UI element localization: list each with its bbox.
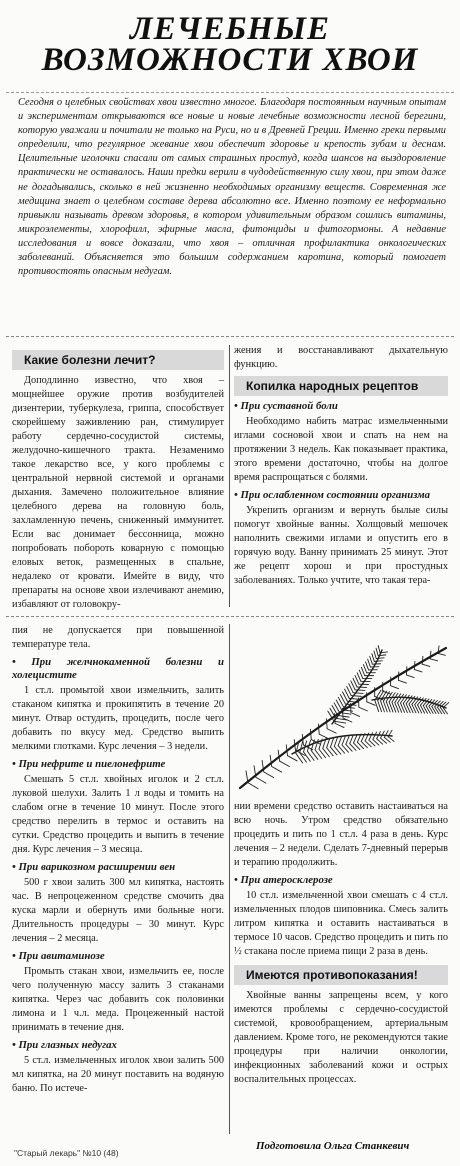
pine-needle <box>294 740 295 751</box>
column-right-top <box>234 344 448 588</box>
pine-needle <box>398 680 406 683</box>
varicose-text: 500 г хвои залить 300 мл кипятка, настоять час. В непроцеженном средстве смочить два куска марли и обернуть ими больные ноги. Длительность процедуры – 30 минут. Курс лечения – 2 месяца. <box>12 877 224 944</box>
pine-needle <box>400 695 406 703</box>
pine-needle <box>280 761 290 766</box>
subheading-nephritis: • При нефрите и пиелонефрите <box>12 758 224 771</box>
avitaminosis-text: Промыть стакан хвои, измельчить ее, после чего полученную массу залить 3 стаканами кипятка. Через час добавить сок половинки лимона и 1 ч.л. меда. Процеженный настой принимать в течение дня. <box>12 966 224 1033</box>
diseases-continuation: жения и восстанавливают дыхательную функцию. <box>234 345 448 370</box>
pine-needle <box>381 691 387 701</box>
pine-needle <box>376 658 384 659</box>
pine-needle <box>391 686 399 689</box>
subheading-atherosclerosis: • При атеросклерозе <box>234 874 448 887</box>
pine-branch-illustration <box>232 636 454 796</box>
pine-needle <box>311 740 314 751</box>
diseases-text: Доподлинно известно, что хвоя – мощнейшее оружие против возбудителей дизентерии, туберкулеза, гриппа, способствует скорейшему заживлению ран, стимулирует работу сердечно-сосудистой системы, желудочно-кишечного тракта. Незаменимо такое лекарство все, у кого проблемы с центральной нервной системой и органами дыхания. Замечено положительное влияние целебного дерева на головную боль, захламленную печень, сниженный иммунитет. Если вас донимает бессонница, можно попробовать побороть коварную с помощью еловых веток, размещенных в спальне, недалеко от кровати. Имейте в виду, что препараты на основе хвои излечивают анемию, избавляют от головокру- <box>12 375 224 610</box>
pine-needle <box>355 690 365 691</box>
column-right-bottom <box>234 800 448 1087</box>
pine-needle <box>272 766 282 772</box>
pine-needle <box>357 673 361 682</box>
author-credit: Подготовила Ольга Станкевич <box>256 1140 410 1152</box>
pine-needle <box>248 783 258 789</box>
gallstone-text: 1 ст.л. промытой хвои измельчить, залить стаканом кипятка и прокипятить в течение 20 минут. Отвар остудить, процедить, после чего добавить по вкусу мед. Средство выпить мелкими глотками. Курс лечения – 3 недели. <box>12 685 224 752</box>
pine-needle <box>373 732 377 739</box>
lead-paragraph: Сегодня о целебных свойствах хвои известно многое. Благодаря постоянным научным опытам и экспериментам открываются все новые и новые лечебные возможности лесной берегини, которую уважали и почитали не только на Руси, но и в Древней Греции. Именно греки первыми определили, что регулярное жевание хвои обеспечит здоровье и крепость зубам и деснам. Целительные иголочки спасали от самых страшных простуд, когда шансов на выздоровление практически не оставалось. Наши предки верили в чудодейственную силу хвои, при этом даже не догадывались, сколько в ней жизненно необходимых организму веществ. Современная же медицина знает о целебном составе дерева абсолютно все. Именно поэтому ее неформально привыкли называть древом здоровья, в котором удивительным образом сошлись витамины, микроэлементы, хлорофилл, эфирные масла, фитонциды и фитогормоны. А недавние исследования и вовсе доказали, что хвоя – отличная профилактика онкологических заболеваний. Объясняется это большим содержанием каротина, который помогает противостоять опасным недугам. <box>18 97 446 278</box>
pine-needle <box>372 654 374 662</box>
pine-needle <box>367 702 375 705</box>
pine-needle <box>340 713 351 715</box>
pine-needle <box>327 729 336 733</box>
therapy-continuation: пия не допускается при повышенной температуре тела. <box>12 625 224 650</box>
pine-needle <box>354 735 358 743</box>
subheading-eyes: • При глазных недугах <box>12 1039 224 1052</box>
subheading-varicose: • При варикозном расширении вен <box>12 861 224 874</box>
pine-needle <box>414 670 422 672</box>
middle-divider <box>6 616 454 617</box>
pine-needle <box>422 664 430 666</box>
pine-needle <box>318 724 319 734</box>
subheading-weak-body: • При ослабленном состоянии организма <box>234 489 448 502</box>
pine-needle <box>288 756 298 761</box>
pine-needle <box>374 651 376 659</box>
lead-bottom-divider <box>6 336 454 337</box>
column-left-top <box>12 350 224 612</box>
pine-needle <box>346 736 349 745</box>
pine-needle <box>384 731 388 738</box>
subheading-gallstone: • При желчнокаменной болезни и холецистите <box>12 656 224 682</box>
pine-needle <box>366 662 369 670</box>
section-heading-contraindications: Имеются противопоказания! <box>234 965 448 985</box>
pine-needle <box>422 656 423 664</box>
pine-needle <box>334 737 337 746</box>
pine-needle <box>395 694 401 703</box>
title-line-1: ЛЕЧЕБНЫЕ <box>130 11 330 47</box>
pine-needle <box>359 707 368 711</box>
joint-pain-text: Необходимо набить матрас измельченными иглами сосновой хвои и спать на нем на протяжении 3 недель. Как показывает практика, этого времени достаточно, чтобы на долгое время распрощаться с болями. <box>234 416 448 483</box>
section-heading-recipes: Копилка народных рецептов <box>234 376 448 396</box>
pine-needle <box>376 648 378 655</box>
column-divider-bottom <box>229 624 230 1134</box>
pine-needle <box>378 646 380 653</box>
pine-needle <box>370 656 373 664</box>
pine-needle <box>256 777 266 783</box>
pine-needle <box>438 653 445 655</box>
pine-needle <box>310 729 311 739</box>
pine-needle <box>398 694 404 703</box>
pine-needle <box>361 667 364 675</box>
title-line-2: ВОЗМОЖНОСТИ ХВОИ <box>41 42 419 78</box>
pine-needle <box>300 741 303 752</box>
pine-needle <box>338 736 341 745</box>
column-divider-top <box>229 345 230 607</box>
pine-needle <box>350 735 354 744</box>
magazine-issue: "Старый лекарь" №10 (48) <box>14 1148 119 1158</box>
subheading-avitaminosis: • При авитаминозе <box>12 950 224 963</box>
pine-needle <box>342 736 345 745</box>
pine-needle <box>388 737 394 742</box>
pine-needle <box>430 659 437 661</box>
pine-needle <box>403 695 409 703</box>
nephritis-text: Смешать 5 ст.л. хвойных иголок и 2 ст.л. луковой шелухи. Залить 1 л воды и томить на слабом огне в течение 10 минут. После этого средство перелить в термос и оставить на сутки. Средство процедить и выпить в течение дня. Курс лечения – 3 месяца. <box>12 774 224 855</box>
subheading-joint-pain: • При суставной боли <box>234 400 448 413</box>
pine-needle <box>406 675 414 678</box>
section-heading-diseases: Какие болезни лечит? <box>12 350 224 370</box>
pine-needle <box>355 676 359 685</box>
pine-needle <box>369 733 373 741</box>
pine-needle <box>414 661 415 669</box>
pine-needle <box>319 734 328 739</box>
contraindications-text: Хвойные ванны запрещены всем, у кого имеются проблемы с сердечно-сосудистой системой, кровообращением, артериальным давлением. Кроме того, не рекомендуются такие процедуры при наличии онкологии, инфекционных заболеваний кожи и острых воспалительных процессах. <box>234 990 448 1085</box>
pine-needle <box>351 713 360 717</box>
pine-needle <box>315 739 318 749</box>
column-left-bottom <box>12 624 224 1096</box>
pine-needle <box>338 715 349 717</box>
eyes-text: 5 ст.л. измельченных иголок хвои залить 500 мл кипятка, на 20 минут поставить на водяную баню. По истече- <box>12 1055 224 1094</box>
pine-needle <box>383 692 389 702</box>
pine-needle <box>363 665 366 673</box>
lead-top-divider <box>6 92 454 93</box>
atherosclerosis-text: 10 ст.л. измельченной хвои смешать с 4 ст.л. измельченных плодов шиповника. Смесь залить литром кипятка и оставить настаиваться в термосе 10 часов. Средство процедить и пить по ½ стакана после приема пищи 2 раза в день. <box>234 890 448 957</box>
pine-needle <box>368 659 371 667</box>
eyes-continuation: нии времени средство оставить настаиваться на всю ночь. Утром средство обязательно процедить и пить по 1 ст.л. 4 раза в день. Курс лечения – 2 недели. Сделать 7-дневный перерыв и терапию продолжить. <box>234 801 448 868</box>
pine-needle <box>334 721 346 723</box>
pine-needle <box>374 661 382 662</box>
pine-needle <box>335 723 344 727</box>
article-title <box>0 11 460 78</box>
weak-body-text: Укрепить организм и вернуть былые силы помогут хвойные ванны. Холщовый мешочек наполнить свежими иглами и опустить его в горячую воду. Ванну принимать 25 минут. Этот же рецепт хорош и при простудных заболеваниях. Только учтите, что такая тера- <box>234 505 448 586</box>
pine-needle <box>359 670 363 678</box>
pine-needle <box>246 771 248 783</box>
pine-needle <box>264 772 274 778</box>
pine-needle <box>334 714 335 724</box>
